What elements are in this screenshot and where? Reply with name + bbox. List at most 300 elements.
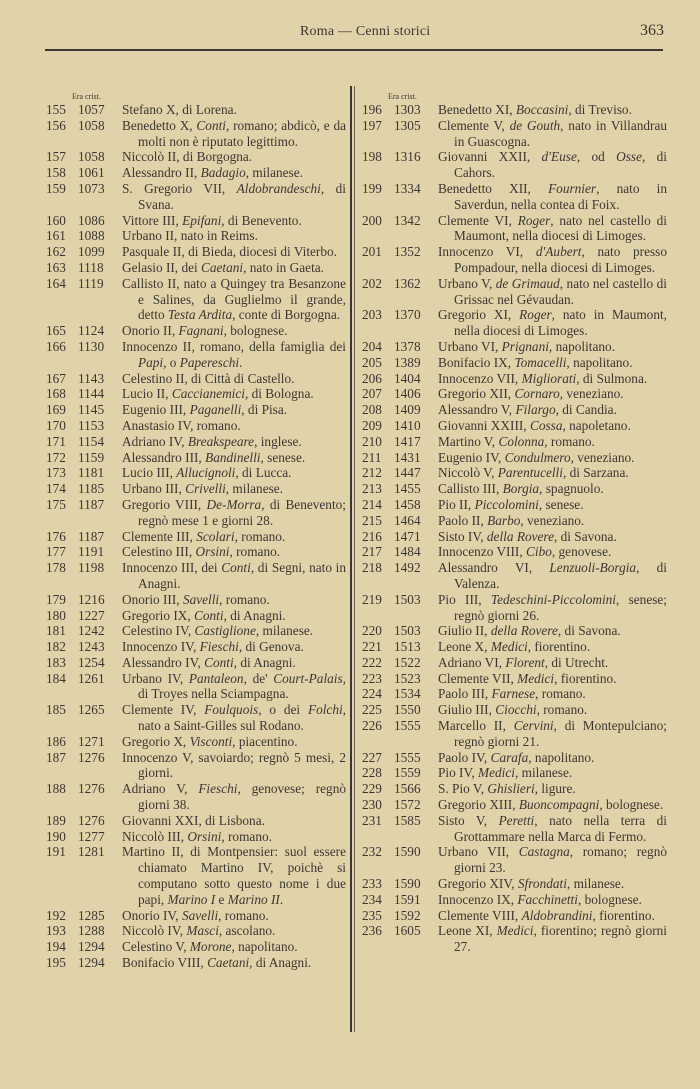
description-text: Callisto III, <box>438 481 503 497</box>
election-year: 1187 <box>78 496 105 512</box>
description-text: Urbano II, nato in Reims. <box>122 228 258 244</box>
family-name: Tedeschini-Piccolomini <box>490 591 616 607</box>
pope-entry <box>46 165 346 181</box>
pope-number: 234 <box>362 891 382 907</box>
description-text: Pio II, <box>438 496 475 512</box>
pope-description <box>438 623 667 639</box>
pope-number: 178 <box>46 560 66 576</box>
pope-number: 214 <box>362 496 382 512</box>
family-name: Foulquois <box>204 702 259 718</box>
pope-entry <box>46 829 346 845</box>
election-year: 1362 <box>394 275 421 291</box>
family-name: de Grimaud <box>495 275 560 291</box>
pope-entry <box>362 876 667 892</box>
pope-description <box>438 592 667 624</box>
pope-number: 175 <box>46 496 66 512</box>
description-text: Gregorio X, <box>122 733 190 749</box>
election-year: 1276 <box>78 749 105 765</box>
pope-number: 206 <box>362 370 382 386</box>
pope-entry <box>362 560 667 592</box>
election-year: 1458 <box>394 496 421 512</box>
description-text: Alessandro VI, <box>438 560 550 576</box>
election-year: 1431 <box>394 449 421 465</box>
pope-entry <box>46 655 346 671</box>
pope-entry <box>362 339 667 355</box>
pope-number: 158 <box>46 165 66 181</box>
pope-description <box>122 829 346 845</box>
description-text: e <box>215 891 228 907</box>
description-text: , di Pisa. <box>241 402 288 418</box>
pope-description <box>122 702 346 734</box>
family-name: Bandinelli <box>205 449 261 465</box>
family-name: Breakspeare <box>187 433 255 449</box>
header-rule <box>45 49 663 51</box>
family-name: della Rovere <box>486 528 554 544</box>
election-year: 1294 <box>78 955 105 971</box>
pope-description <box>438 418 667 434</box>
family-name: De-Morra <box>206 496 262 512</box>
pope-number: 205 <box>362 354 382 370</box>
pope-entry <box>362 797 667 813</box>
election-year: 1605 <box>394 923 421 939</box>
description-text: S. Gregorio VII, <box>122 180 237 196</box>
family-name: Piccolomini <box>474 496 539 512</box>
pope-description <box>122 181 346 213</box>
pope-number: 170 <box>46 417 66 433</box>
pope-entry <box>46 450 346 466</box>
pope-number: 183 <box>46 654 66 670</box>
family-name: Savelli <box>182 591 220 607</box>
family-name: Castagna <box>518 844 570 860</box>
description-text: . <box>279 891 284 907</box>
election-year: 1181 <box>78 465 105 481</box>
family-name: della Rovere <box>490 623 558 639</box>
election-year: 1410 <box>394 417 421 433</box>
family-name: Fieschi <box>198 781 238 797</box>
pope-description <box>438 339 667 355</box>
family-name: Court-Palais <box>273 670 343 686</box>
description-text: , veneziano. <box>520 512 585 528</box>
election-year: 1559 <box>394 765 421 781</box>
description-text: Clemente III, <box>122 528 197 544</box>
description-text: Niccolò V, <box>438 465 498 481</box>
election-year: 1555 <box>394 718 421 734</box>
family-name: Marino II <box>227 891 280 907</box>
description-text: , milanese. <box>566 876 625 892</box>
description-text: , genovese; regnò giorni 38. <box>138 781 346 813</box>
election-year: 1592 <box>394 907 421 923</box>
description-text: , di Sarzana. <box>562 465 629 481</box>
family-name: Carafa <box>490 749 529 765</box>
pope-description <box>122 228 346 244</box>
pope-description <box>122 844 346 907</box>
pope-entry <box>362 844 667 876</box>
description-text: Martino V, <box>438 433 499 449</box>
pope-entry <box>46 813 346 829</box>
family-name: Facchinetti <box>517 891 578 907</box>
description-text: , di Savona. <box>557 623 621 639</box>
election-year: 1566 <box>394 781 421 797</box>
pope-entry <box>362 781 667 797</box>
pope-number: 232 <box>362 844 382 860</box>
description-text: Martino II, di Montpensier: suol essere chiamato Martino IV, poichè si computano sotto questo nome i due papi, <box>122 844 346 907</box>
description-text: , senese; regnò giorni 26. <box>454 591 668 623</box>
description-text: , di Treviso. <box>568 102 632 117</box>
election-year: 1352 <box>394 244 421 260</box>
family-name: Lenzuoli-Borgia <box>549 560 637 576</box>
election-year: 1281 <box>78 844 105 860</box>
description-text: , od <box>576 149 617 165</box>
pope-description <box>438 102 667 118</box>
description-text: Clemente VIII, <box>438 907 522 923</box>
pope-entry <box>362 908 667 924</box>
pope-number: 227 <box>362 749 382 765</box>
family-name: d'Aubert <box>535 244 582 260</box>
pope-entry <box>46 276 346 323</box>
description-text: Urbano III, <box>122 481 186 497</box>
election-year: 1417 <box>394 433 421 449</box>
description-text: Eugenio III, <box>122 402 190 418</box>
description-text: , milanese. <box>514 765 573 781</box>
pope-number: 169 <box>46 402 66 418</box>
election-year: 1503 <box>394 591 421 607</box>
family-name: Aldobrandeschi <box>236 180 321 196</box>
pope-number: 177 <box>46 544 66 560</box>
pope-description <box>122 149 346 165</box>
description-text: , romano. <box>219 591 270 607</box>
description-text: Clemente VI, <box>438 212 518 228</box>
pope-description <box>438 513 667 529</box>
family-name: Conti <box>221 560 251 576</box>
pope-number: 156 <box>46 117 66 133</box>
election-year: 1342 <box>394 212 421 228</box>
description-text: Innocenzo IX, <box>438 891 518 907</box>
description-text: , nato in Maumont, nella diocesi di Limoges. <box>454 307 667 339</box>
description-text: Innocenzo II, romano, della famiglia dei <box>122 338 346 354</box>
description-text: Urbano IV, <box>122 670 189 686</box>
description-text: Gelasio II, dei <box>122 259 202 275</box>
description-text: , senese. <box>260 449 306 465</box>
pope-number: 182 <box>46 639 66 655</box>
pope-entry <box>362 181 667 213</box>
description-text: , romano. <box>229 544 281 560</box>
pope-entry <box>46 608 346 624</box>
description-text: , romano; abdicò, e da molti non è riputato legittimo. <box>138 117 347 149</box>
description-text: Paolo III, <box>438 686 492 702</box>
pope-description <box>438 923 667 955</box>
election-year: 1455 <box>394 481 421 497</box>
family-name: Parentucelli <box>497 465 563 481</box>
pope-number: 198 <box>362 149 382 165</box>
description-text: , romano. <box>535 686 586 702</box>
family-name: Morone <box>189 939 232 955</box>
description-text: , o dei <box>258 702 308 718</box>
description-text: Adriano IV, <box>122 433 188 449</box>
pope-entry <box>46 908 346 924</box>
description-text: S. Pio V, <box>438 781 488 797</box>
description-text: , fiorentino. <box>554 670 617 686</box>
description-text: Pio III, <box>438 591 491 607</box>
description-text: Giovanni XXII, <box>438 149 542 165</box>
description-text: Paolo II, <box>438 512 488 528</box>
pope-number: 167 <box>46 370 66 386</box>
description-text: , di Utrecht. <box>544 654 609 670</box>
family-name: Cornaro <box>514 386 560 402</box>
pope-description <box>438 276 667 308</box>
family-name: Testa Ardita <box>167 307 233 323</box>
pope-entry <box>46 923 346 939</box>
description-text: , di Anagni. <box>249 955 312 971</box>
pope-number: 216 <box>362 528 382 544</box>
description-text: Innocenzo III, dei <box>122 560 222 576</box>
pope-description <box>122 529 346 545</box>
description-text: , nato nella terra di Grottammare nella Marca di Fermo. <box>454 812 667 844</box>
election-year: 1523 <box>394 670 421 686</box>
pope-entry <box>46 592 346 608</box>
pope-description <box>438 639 667 655</box>
election-year: 1119 <box>78 275 104 291</box>
pope-description <box>122 323 346 339</box>
description-text: , ascolano. <box>218 923 276 939</box>
description-text: , di Svana. <box>138 180 346 212</box>
description-text: , napolitano. <box>231 939 298 955</box>
description-text: Urbano V, <box>438 275 496 291</box>
pope-description <box>122 781 346 813</box>
description-text: Pio IV, <box>438 765 479 781</box>
election-year: 1124 <box>78 323 105 339</box>
pope-entry <box>46 939 346 955</box>
column-divider-thin <box>354 86 355 1032</box>
election-year: 1216 <box>78 591 105 607</box>
description-text: , nato in Saverdun, nella contea di Foix. <box>454 180 667 212</box>
pope-number: 172 <box>46 449 66 465</box>
pope-entry <box>46 481 346 497</box>
pope-entry <box>46 339 346 371</box>
election-year: 1572 <box>394 797 421 813</box>
family-name: Prignani <box>501 338 549 354</box>
pope-description <box>438 434 667 450</box>
description-text: , romano; regnò giorni 23. <box>454 844 667 876</box>
family-name: Peretti <box>498 812 535 828</box>
pope-entry <box>362 450 667 466</box>
pope-number: 157 <box>46 149 66 165</box>
election-year: 1590 <box>394 876 421 892</box>
description-text: Benedetto XII, <box>438 180 549 196</box>
family-name: Caccianemici <box>171 386 245 402</box>
election-year: 1061 <box>78 165 105 181</box>
pope-description <box>438 118 667 150</box>
pope-entry <box>362 765 667 781</box>
family-name: Conti <box>194 607 224 623</box>
description-text: , di Genova. <box>238 639 304 655</box>
pope-number: 165 <box>46 323 66 339</box>
description-text: , de' <box>243 670 274 686</box>
description-text: , romano. <box>544 433 595 449</box>
pope-entry <box>362 386 667 402</box>
pope-number: 168 <box>46 386 66 402</box>
description-text: , di Segni, nato in Anagni. <box>138 560 347 591</box>
page-number: 363 <box>640 22 664 39</box>
running-header-title: Roma — Cenni storici <box>300 24 431 39</box>
pope-entry <box>46 102 346 118</box>
pope-description <box>122 465 346 481</box>
pope-number: 163 <box>46 259 66 275</box>
description-text: Celestino V, <box>122 939 190 955</box>
election-year: 1145 <box>78 402 105 418</box>
family-name: Conti <box>204 654 234 670</box>
pope-entry <box>46 734 346 750</box>
pope-entry <box>46 149 346 165</box>
pope-number: 213 <box>362 481 382 497</box>
pope-entry <box>46 402 346 418</box>
pope-description <box>122 386 346 402</box>
election-year: 1058 <box>78 149 105 165</box>
pope-number: 231 <box>362 812 382 828</box>
description-text: Paolo IV, <box>438 749 491 765</box>
election-year: 1191 <box>78 544 105 560</box>
pope-description <box>122 371 346 387</box>
pope-entry <box>46 750 346 782</box>
election-year: 1378 <box>394 338 421 354</box>
column-divider <box>350 86 352 1032</box>
election-year: 1227 <box>78 607 105 623</box>
election-year: 1265 <box>78 702 105 718</box>
pope-number: 210 <box>362 433 382 449</box>
family-name: Tomacelli <box>514 354 567 370</box>
family-name: Papi <box>138 354 164 370</box>
election-year: 1534 <box>394 686 421 702</box>
family-name: d'Euse <box>541 149 577 165</box>
election-year: 1118 <box>78 259 104 275</box>
pope-entry <box>362 750 667 766</box>
election-year: 1294 <box>78 939 105 955</box>
description-text: , nato a Saint-Gilles sul Rodano. <box>138 702 346 734</box>
description-text: , napolitano. <box>528 749 595 765</box>
pope-entry <box>362 118 667 150</box>
pope-description <box>122 750 346 782</box>
description-text: , di Valenza. <box>454 560 667 591</box>
pope-number: 190 <box>46 828 66 844</box>
pope-entry <box>362 544 667 560</box>
description-text: Celestino IV, <box>122 623 195 639</box>
description-text: , romano. <box>221 828 272 844</box>
election-year: 1099 <box>78 244 105 260</box>
pope-number: 193 <box>46 923 66 939</box>
family-name: Fournier <box>548 180 597 196</box>
description-text: , o <box>163 354 180 370</box>
pope-number: 218 <box>362 560 382 576</box>
pope-description <box>122 244 346 260</box>
description-text: , di Anagni. <box>223 607 286 623</box>
family-name: Farnese <box>491 686 536 702</box>
pope-number: 199 <box>362 180 382 196</box>
pope-entry <box>362 244 667 276</box>
pope-description <box>438 544 667 560</box>
description-text: Urbano VI, <box>438 338 502 354</box>
description-text: , bolognese. <box>599 797 664 813</box>
pope-description <box>438 750 667 766</box>
family-name: Pantaleon <box>188 670 244 686</box>
pope-number: 189 <box>46 812 66 828</box>
pope-number: 233 <box>362 876 382 892</box>
family-name: Cervini <box>513 718 554 734</box>
family-name: Roger <box>519 307 552 323</box>
pope-description <box>438 686 667 702</box>
description-text: Urbano VII, <box>438 844 519 860</box>
pope-entry <box>362 371 667 387</box>
pope-number: 207 <box>362 386 382 402</box>
pope-description <box>438 371 667 387</box>
description-text: , veneziano. <box>559 386 624 402</box>
description-text: Stefano X, di Lorena. <box>122 102 237 117</box>
pope-entry <box>46 639 346 655</box>
election-year: 1555 <box>394 749 421 765</box>
family-name: Epifani <box>182 212 222 228</box>
description-text: Gregorio IX, <box>122 607 195 623</box>
election-year: 1086 <box>78 212 105 228</box>
pope-number: 174 <box>46 481 66 497</box>
pope-description <box>438 876 667 892</box>
description-text: Niccolò III, <box>122 828 188 844</box>
pope-entry <box>46 844 346 907</box>
election-year: 1334 <box>394 180 421 196</box>
pope-entry <box>362 655 667 671</box>
pope-entry <box>362 686 667 702</box>
pope-number: 204 <box>362 338 382 354</box>
family-name: Colonna <box>498 433 545 449</box>
pope-number: 221 <box>362 639 382 655</box>
pope-entry <box>362 276 667 308</box>
pope-number: 226 <box>362 718 382 734</box>
pope-number: 173 <box>46 465 66 481</box>
election-year: 1130 <box>78 338 105 354</box>
pope-description <box>122 276 346 323</box>
pope-entry <box>46 560 346 592</box>
description-text: Innocenzo VI, <box>438 244 536 260</box>
description-text: , nato in Villandrau in Guascogna. <box>454 117 667 149</box>
pope-description <box>122 813 346 829</box>
election-year: 1261 <box>78 670 105 686</box>
election-year: 1316 <box>394 149 421 165</box>
description-text: Innocenzo V, savoiardo; regnò 5 mesi, 2 giorni. <box>122 749 346 781</box>
description-text: , fiorentino; regnò giorni 27. <box>454 923 667 955</box>
election-year: 1285 <box>78 907 105 923</box>
pope-entry <box>362 923 667 955</box>
pope-description <box>122 402 346 418</box>
pope-entry <box>46 623 346 639</box>
pope-number: 235 <box>362 907 382 923</box>
family-name: de Gouth <box>509 117 561 133</box>
pope-entry <box>362 418 667 434</box>
pope-entry <box>362 434 667 450</box>
pope-entry <box>362 402 667 418</box>
pope-number: 166 <box>46 338 66 354</box>
pope-description <box>122 339 346 371</box>
family-name: Barbo <box>487 512 521 528</box>
description-text: Marcello II, <box>438 718 514 734</box>
description-text: , ligure. <box>534 781 576 797</box>
family-name: Aldobrandini <box>521 907 593 923</box>
description-text: Gregorio VIII, <box>122 496 207 512</box>
pope-entry <box>362 529 667 545</box>
family-name: Fagnani <box>178 323 224 339</box>
election-year: 1057 <box>78 102 105 117</box>
description-text: , inglese. <box>254 433 302 449</box>
election-year: 1073 <box>78 180 105 196</box>
pope-entry <box>46 213 346 229</box>
description-text: , di Bologna. <box>244 386 314 402</box>
pope-entry <box>362 213 667 245</box>
